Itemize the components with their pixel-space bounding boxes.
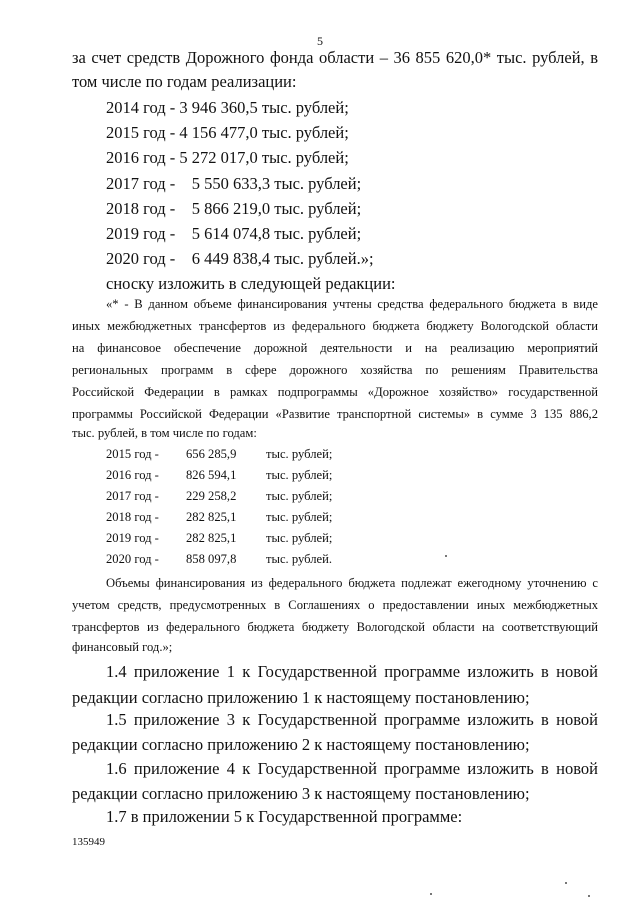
footnote-line-3: на финансовое обеспечение дорожной деятельности и на реализацию мероприятий — [72, 341, 598, 355]
item-1-6-line-2: редакции согласно приложению 3 к настоящему постановлению; — [72, 784, 530, 803]
footnote-unit: тыс. рублей. — [266, 552, 332, 566]
scan-speck — [565, 882, 567, 884]
footnote-amount: 656 285,9 — [186, 447, 237, 461]
page-number: 5 — [317, 34, 323, 48]
scan-speck — [430, 893, 432, 895]
road-fund-year-2019: 2019 год - 5 614 074,8 тыс. рублей; — [106, 224, 362, 243]
road-fund-year-2017: 2017 год - 5 550 633,3 тыс. рублей; — [106, 174, 362, 193]
item-1-4-line-1: 1.4 приложение 1 к Государственной программе изложить в новой — [106, 662, 598, 681]
scan-speck — [588, 895, 590, 897]
footnote-year: 2018 год - — [106, 510, 159, 524]
footnote-intro: сноску изложить в следующей редакции: — [106, 274, 396, 293]
footnote-amount: 826 594,1 — [186, 468, 237, 482]
footnote-note-line-3: трансфертов из федерального бюджета бюджету Вологодской области на соответствующий — [72, 620, 598, 634]
item-1-5-line-2: редакции согласно приложению 2 к настоящему постановлению; — [72, 735, 530, 754]
footnote-year: 2019 год - — [106, 531, 159, 545]
footnote-unit: тыс. рублей; — [266, 510, 333, 524]
footnote-line-6: программы Российской Федерации «Развитие транспортной системы» в сумме 3 135 886,2 — [72, 407, 598, 421]
footnote-year: 2015 год - — [106, 447, 159, 461]
footnote-year: 2020 год - — [106, 552, 159, 566]
footnote-amount: 282 825,1 — [186, 510, 237, 524]
footnote-line-2: иных межбюджетных трансфертов из федерального бюджета бюджету Вологодской области — [72, 319, 598, 333]
footnote-line-1: «* - В данном объеме финансирования учтены средства федерального бюджета в виде — [106, 297, 598, 311]
footnote-note-line-1: Объемы финансирования из федерального бюджета подлежат ежегодному уточнению с — [106, 576, 598, 590]
item-1-6-line-1: 1.6 приложение 4 к Государственной программе изложить в новой — [106, 759, 598, 778]
item-1-5-line-1: 1.5 приложение 3 к Государственной программе изложить в новой — [106, 710, 598, 729]
footnote-amount: 858 097,8 — [186, 552, 237, 566]
footnote-amount: 229 258,2 — [186, 489, 237, 503]
item-1-4-line-2: редакции согласно приложению 1 к настоящему постановлению; — [72, 688, 530, 707]
footnote-year: 2016 год - — [106, 468, 159, 482]
road-fund-year-2020: 2020 год - 6 449 838,4 тыс. рублей.»; — [106, 249, 374, 268]
road-fund-year-2016: 2016 год - 5 272 017,0 тыс. рублей; — [106, 148, 349, 167]
intro-line-1: за счет средств Дорожного фонда области – 36 855 620,0* тыс. рублей, в — [72, 48, 598, 67]
scan-speck — [445, 555, 447, 557]
footnote-last-line: тыс. рублей, в том числе по годам: — [72, 426, 257, 440]
footnote-unit: тыс. рублей; — [266, 531, 333, 545]
footnote-line-5: Российской Федерации в рамках подпрограммы «Дорожное хозяйство» государственной — [72, 385, 598, 399]
footnote-year: 2017 год - — [106, 489, 159, 503]
document-number: 135949 — [72, 836, 105, 848]
road-fund-year-2014: 2014 год - 3 946 360,5 тыс. рублей; — [106, 98, 349, 117]
footnote-unit: тыс. рублей; — [266, 489, 333, 503]
footnote-amount: 282 825,1 — [186, 531, 237, 545]
footnote-line-4: региональных программ в сфере дорожного хозяйства по решениям Правительства — [72, 363, 598, 377]
footnote-unit: тыс. рублей; — [266, 447, 333, 461]
road-fund-year-2018: 2018 год - 5 866 219,0 тыс. рублей; — [106, 199, 362, 218]
footnote-note-line-2: учетом средств, предусмотренных в Соглашениях о предоставлении иных межбюджетных — [72, 598, 598, 612]
item-1-7: 1.7 в приложении 5 к Государственной программе: — [106, 807, 463, 826]
intro-line-2: том числе по годам реализации: — [72, 72, 297, 91]
footnote-note-last: финансовый год.»; — [72, 640, 173, 654]
road-fund-year-2015: 2015 год - 4 156 477,0 тыс. рублей; — [106, 123, 349, 142]
footnote-unit: тыс. рублей; — [266, 468, 333, 482]
